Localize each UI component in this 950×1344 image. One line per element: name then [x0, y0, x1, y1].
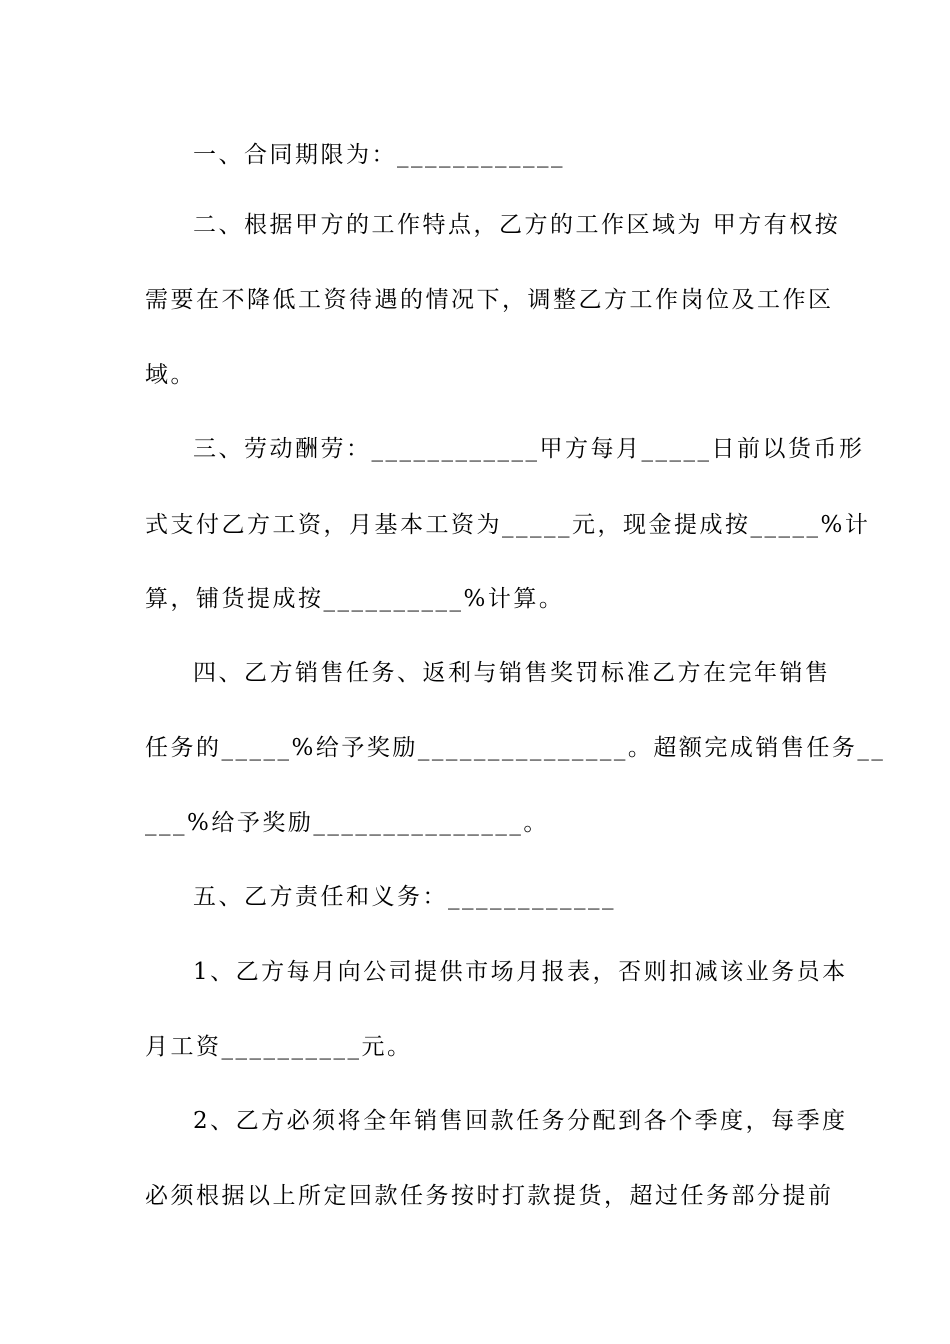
- clause-4-line-1: 四、乙方销售任务、返利与销售奖罚标准乙方在完年销售: [193, 660, 831, 686]
- item-2-line-2: 必须根据以上所定回款任务按时打款提货，超过任务部分提前: [145, 1183, 834, 1209]
- clause-4-line-2: 任务的_____%给予奖励_______________。超额完成销售任务__: [145, 735, 886, 761]
- clause-1-contract-term: 一、合同期限为：____________: [193, 142, 565, 168]
- clause-2-line-3: 域。: [145, 362, 196, 388]
- clause-5-heading: 五、乙方责任和义务：____________: [193, 884, 616, 910]
- clause-3-line-2: 式支付乙方工资，月基本工资为_____元，现金提成按_____%计: [145, 512, 871, 538]
- clause-3-line-3: 算，铺货提成按__________%计算。: [145, 586, 565, 612]
- clause-4-line-3: ___%给予奖励_______________。: [145, 810, 549, 836]
- item-1-line-1: 1、乙方每月向公司提供市场月报表，否则扣减该业务员本: [193, 959, 848, 985]
- item-2-line-1: 2、乙方必须将全年销售回款任务分配到各个季度，每季度: [193, 1108, 848, 1134]
- item-1-line-2: 月工资__________元。: [145, 1034, 413, 1060]
- clause-2-line-2: 需要在不降低工资待遇的情况下，调整乙方工作岗位及工作区: [145, 287, 834, 313]
- clause-2-line-1: 二、根据甲方的工作特点，乙方的工作区域为 甲方有权按: [193, 212, 841, 238]
- clause-3-line-1: 三、劳动酬劳：____________甲方每月_____日前以货币形: [193, 436, 865, 462]
